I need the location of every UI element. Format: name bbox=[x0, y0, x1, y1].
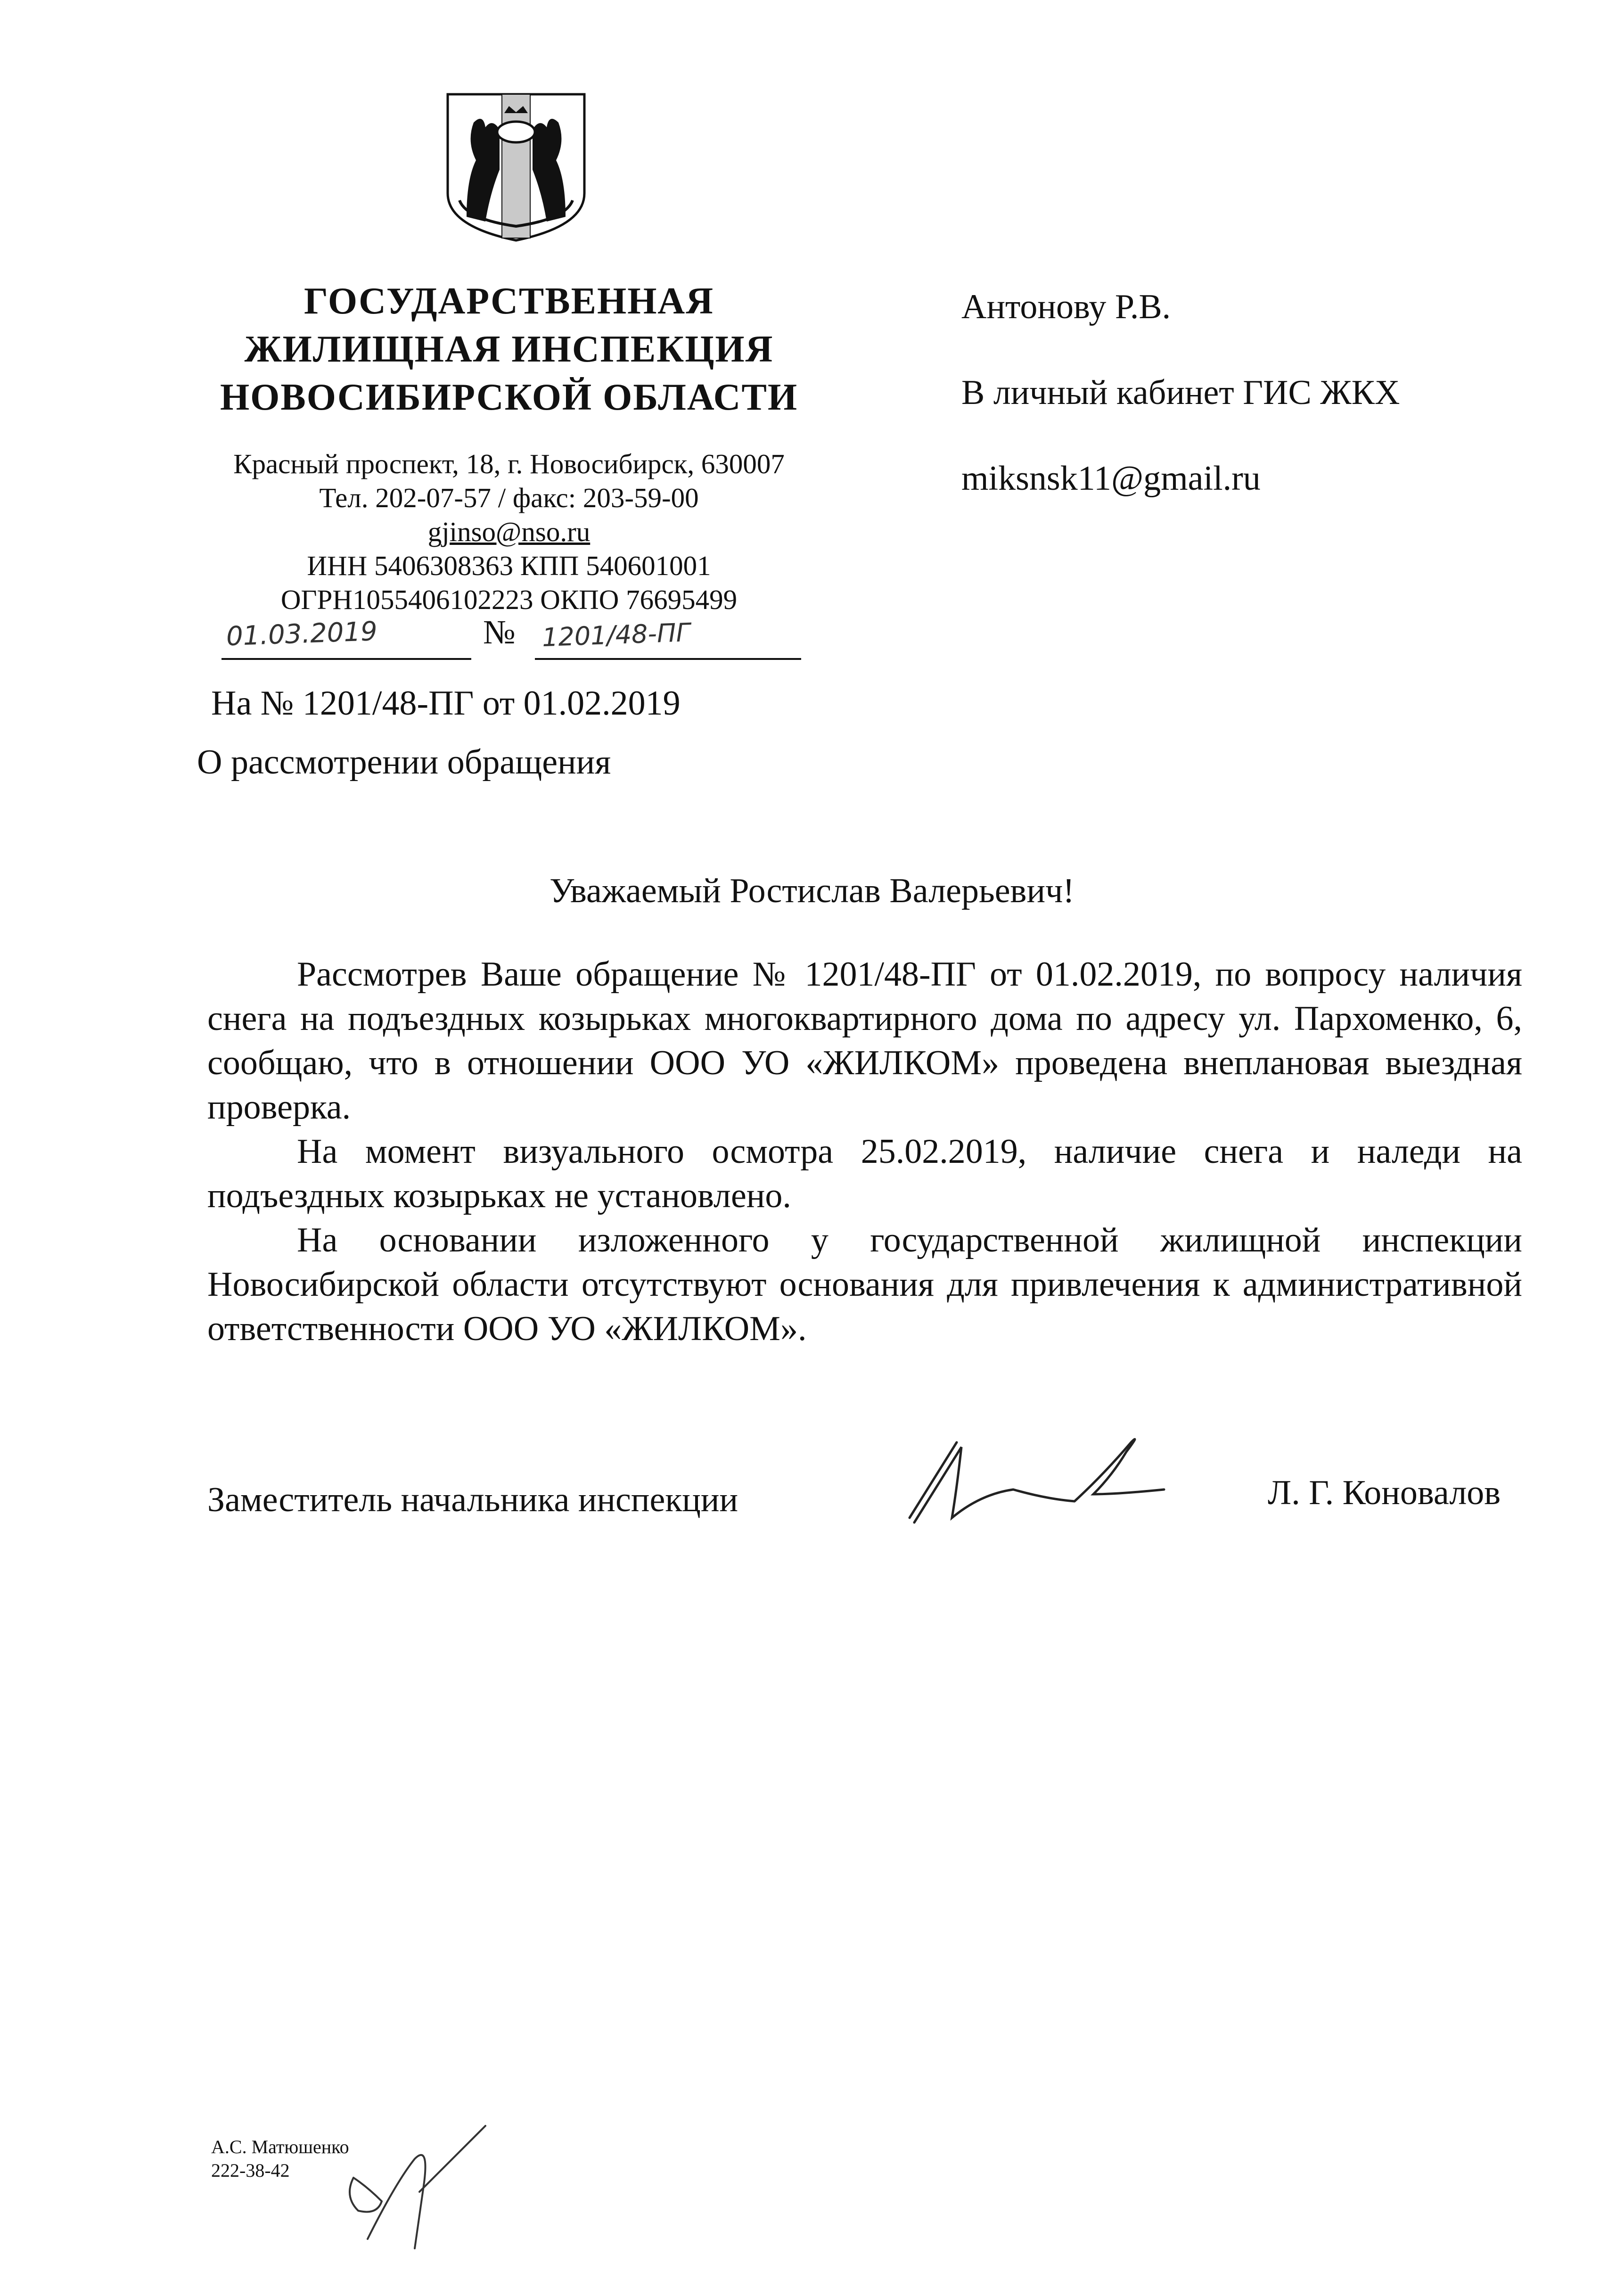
organization-line-1: ГОСУДАРСТВЕННАЯ bbox=[304, 280, 714, 322]
letter-body bbox=[207, 952, 1522, 1351]
organization-email: gjinso@nso.ru bbox=[427, 516, 591, 547]
executor-signature bbox=[325, 2098, 495, 2267]
executor-name: А.С. Матюшенко bbox=[211, 2136, 349, 2157]
body-paragraph: Рассмотрев Ваше обращение № 1201/48-ПГ от 01.02.2019, по вопросу наличия снега на подъездных козырьках многоквартирного дома по адресу ул. Пархоменко, 6, сообщаю, что в отношении ООО УО «ЖИЛКОМ» проведена внеплановая выездная проверка. bbox=[207, 955, 1522, 1127]
signatory-title: Заместитель начальника инспекции bbox=[207, 1481, 738, 1519]
addressee-channel: В личный кабинет ГИС ЖКХ bbox=[961, 373, 1400, 412]
body-paragraph: На основании изложенного у государственной жилищной инспекции Новосибирской области отсутствуют основания для привлечения к административной ответственности ООО УО «ЖИЛКОМ». bbox=[207, 1221, 1522, 1348]
letter-subject: О рассмотрении обращения bbox=[197, 743, 611, 782]
signatory-name: Л. Г. Коновалов bbox=[1268, 1473, 1501, 1512]
coat-of-arms-icon bbox=[438, 85, 594, 245]
registration-date: 01.03.2019 bbox=[226, 616, 378, 652]
address: Красный проспект, 18, г. Новосибирск, 630007 bbox=[233, 448, 785, 479]
organization-contacts bbox=[170, 447, 848, 617]
organization-name bbox=[179, 277, 839, 421]
inn-kpp: ИНН 5406308363 КПП 540601001 bbox=[307, 550, 711, 581]
registration-number-sign: № bbox=[483, 613, 516, 651]
ogrn-okpo: ОГРН1055406102223 ОКПО 76695499 bbox=[280, 584, 738, 615]
salutation: Уважаемый Ростислав Валерьевич! bbox=[550, 872, 1074, 910]
organization-line-3: НОВОСИБИРСКОЙ ОБЛАСТИ bbox=[220, 377, 798, 418]
organization-line-2: ЖИЛИЩНАЯ ИНСПЕКЦИЯ bbox=[244, 329, 774, 370]
reference-line: На № 1201/48-ПГ от 01.02.2019 bbox=[211, 684, 681, 723]
phone-fax: Тел. 202-07-57 / факс: 203-59-00 bbox=[319, 482, 699, 513]
registration-number: 1201/48-ПГ bbox=[541, 617, 691, 653]
addressee-name: Антонову Р.В. bbox=[961, 288, 1171, 326]
executor-phone: 222-38-42 bbox=[211, 2160, 290, 2181]
addressee-block bbox=[961, 264, 1400, 521]
handwritten-signature bbox=[905, 1424, 1169, 1537]
body-paragraph: На момент визуального осмотра 25.02.2019, наличие снега и наледи на подъездных козырьках не установлено. bbox=[207, 1132, 1522, 1215]
addressee-email: miksnsk11@gmail.ru bbox=[961, 459, 1261, 498]
